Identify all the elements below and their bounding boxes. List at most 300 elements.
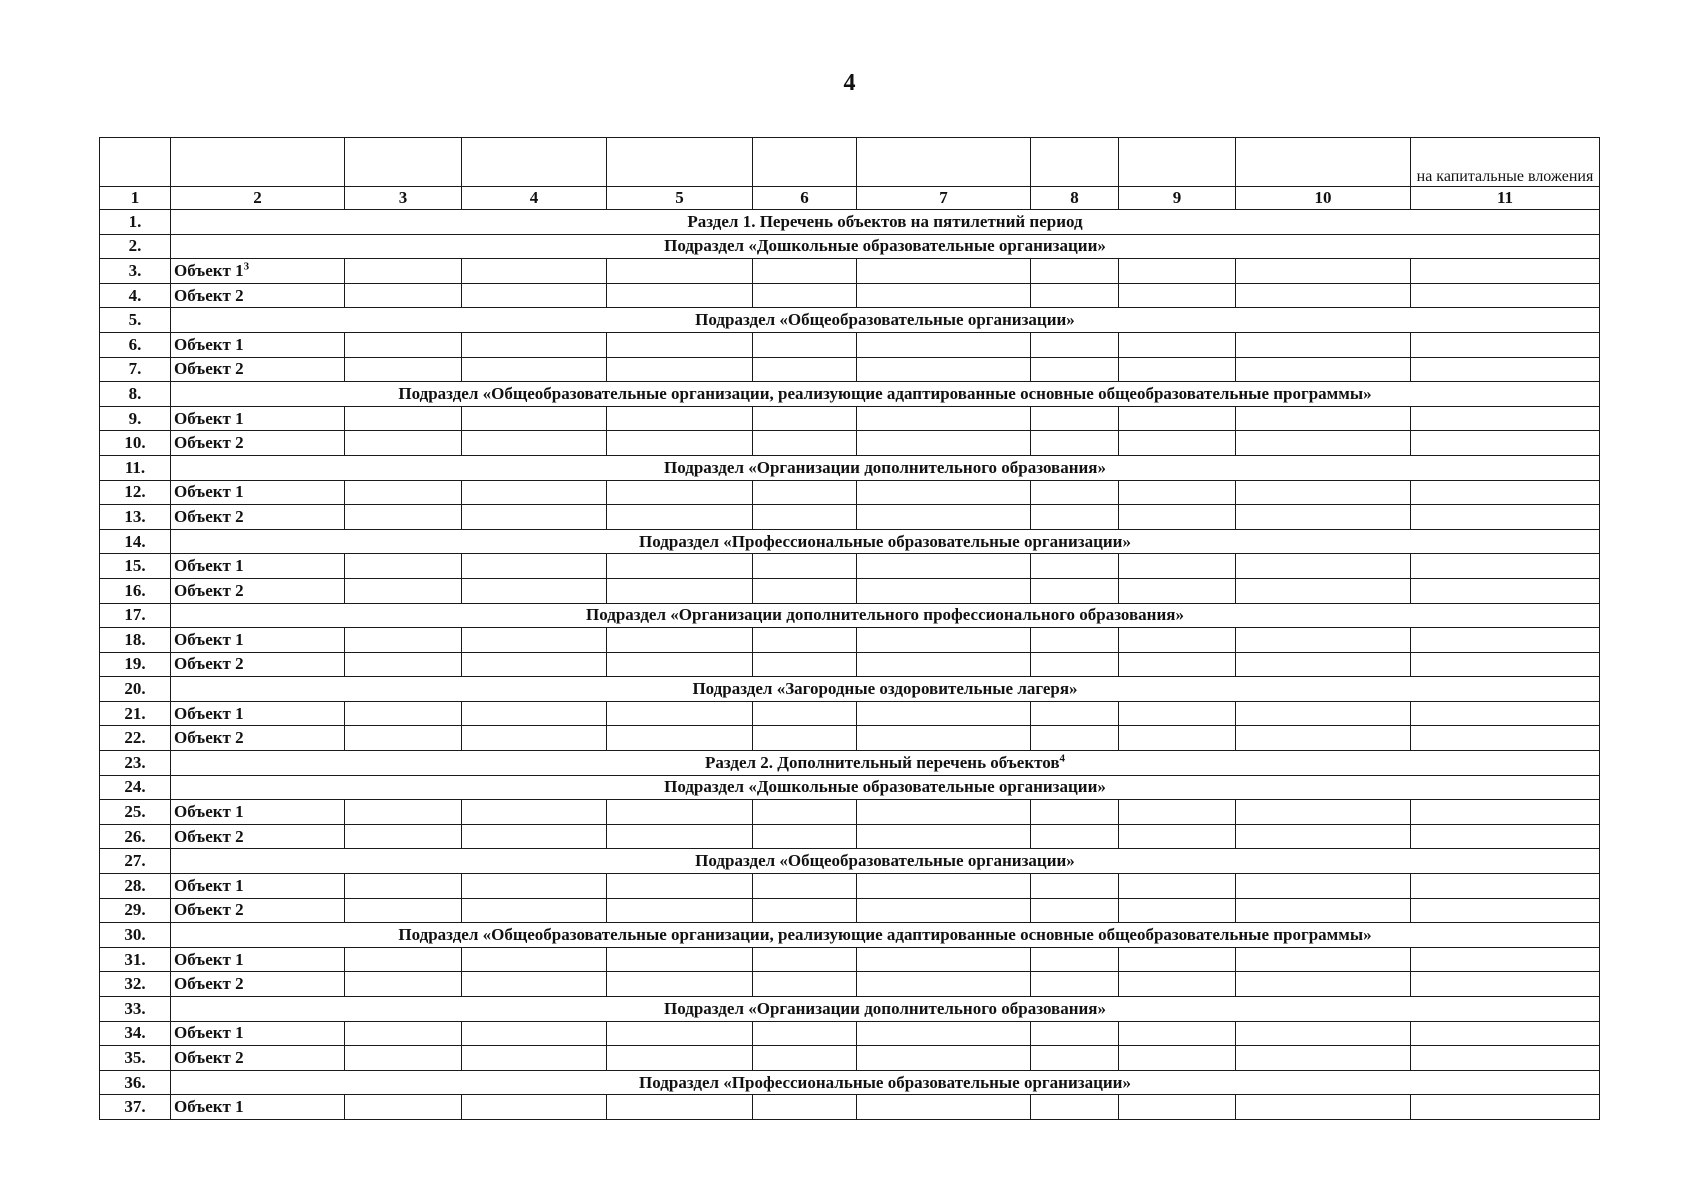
row-number: 3.: [100, 259, 171, 284]
empty-cell: [1411, 505, 1600, 530]
empty-cell: [753, 332, 857, 357]
table-row: [100, 431, 1600, 456]
empty-cell: [1236, 357, 1411, 382]
object-name: [171, 332, 345, 357]
empty-cell: [753, 947, 857, 972]
empty-cell: [1236, 431, 1411, 456]
empty-cell: [462, 1095, 607, 1120]
row-number: 22.: [100, 726, 171, 751]
row-number: 33.: [100, 997, 171, 1022]
empty-cell: [1236, 578, 1411, 603]
empty-cell: [1119, 947, 1236, 972]
empty-cell: [1031, 283, 1119, 308]
empty-cell: [857, 1095, 1031, 1120]
section-title: [171, 308, 1600, 333]
header-cell: [753, 138, 857, 187]
table-row: [100, 505, 1600, 530]
table-row: [100, 947, 1600, 972]
empty-cell: [1031, 824, 1119, 849]
object-name: [171, 947, 345, 972]
empty-cell: [462, 505, 607, 530]
object-name-text: Объект 1: [174, 482, 244, 502]
section-row: [100, 234, 1600, 259]
empty-cell: [607, 406, 753, 431]
empty-cell: [345, 259, 462, 284]
column-number-cell: 4: [462, 187, 607, 210]
column-number-cell: 11: [1411, 187, 1600, 210]
section-title-text: Подраздел «Общеобразовательные организации, реализующие адаптированные основные общеобразовательные программы»: [398, 925, 1372, 945]
object-name-text: Объект 2: [174, 826, 244, 846]
empty-cell: [753, 726, 857, 751]
section-row: [100, 997, 1600, 1022]
empty-cell: [1031, 874, 1119, 899]
column-number-cell: 5: [607, 187, 753, 210]
empty-cell: [1031, 480, 1119, 505]
section-title: [171, 529, 1600, 554]
empty-cell: [462, 480, 607, 505]
row-number: 26.: [100, 824, 171, 849]
table-row: [100, 1095, 1600, 1120]
empty-cell: [462, 1021, 607, 1046]
empty-cell: [345, 947, 462, 972]
objects-table-container: [99, 137, 1599, 1120]
object-name-text: Объект 1: [174, 260, 244, 280]
empty-cell: [857, 628, 1031, 653]
empty-cell: [753, 1095, 857, 1120]
empty-cell: [1119, 824, 1236, 849]
empty-cell: [462, 726, 607, 751]
empty-cell: [1031, 1095, 1119, 1120]
empty-cell: [607, 800, 753, 825]
empty-cell: [1411, 406, 1600, 431]
empty-cell: [1411, 874, 1600, 899]
empty-cell: [1031, 800, 1119, 825]
empty-cell: [607, 357, 753, 382]
section-title-text: Раздел 2. Дополнительный перечень объектов: [704, 752, 1060, 772]
object-name-text: Объект 2: [174, 654, 244, 674]
section-row: [100, 210, 1600, 235]
section-title-text: Подраздел «Профессиональные образовательные организации»: [639, 1072, 1131, 1092]
section-title: [171, 997, 1600, 1022]
table-row: [100, 628, 1600, 653]
empty-cell: [753, 283, 857, 308]
empty-cell: [462, 283, 607, 308]
empty-cell: [607, 505, 753, 530]
empty-cell: [1411, 726, 1600, 751]
object-name: [171, 406, 345, 431]
empty-cell: [857, 947, 1031, 972]
empty-cell: [753, 1046, 857, 1071]
empty-cell: [753, 874, 857, 899]
table-row: [100, 259, 1600, 284]
empty-cell: [753, 1021, 857, 1046]
column-number-row: [100, 187, 1600, 210]
section-title-text: Подраздел «Профессиональные образовательные организации»: [639, 531, 1131, 551]
row-number: 16.: [100, 578, 171, 603]
empty-cell: [857, 800, 1031, 825]
header-cell: [345, 138, 462, 187]
empty-cell: [462, 972, 607, 997]
empty-cell: [1031, 578, 1119, 603]
object-name-text: Объект 1: [174, 949, 244, 969]
object-name-text: Объект 2: [174, 359, 244, 379]
empty-cell: [1236, 726, 1411, 751]
section-title-text: Раздел 1. Перечень объектов на пятилетний период: [687, 211, 1083, 231]
empty-cell: [345, 505, 462, 530]
header-cell: [1031, 138, 1119, 187]
table-row: [100, 898, 1600, 923]
empty-cell: [345, 431, 462, 456]
table-row: [100, 652, 1600, 677]
empty-cell: [1031, 259, 1119, 284]
empty-cell: [857, 283, 1031, 308]
empty-cell: [1119, 800, 1236, 825]
table-row: [100, 1021, 1600, 1046]
empty-cell: [607, 1021, 753, 1046]
empty-cell: [607, 431, 753, 456]
empty-cell: [1119, 406, 1236, 431]
empty-cell: [345, 1095, 462, 1120]
column-number-cell: 10: [1236, 187, 1411, 210]
section-title-text: Подраздел «Дошкольные образовательные организации»: [664, 777, 1106, 797]
empty-cell: [1411, 1021, 1600, 1046]
row-number: 24.: [100, 775, 171, 800]
table-row: [100, 726, 1600, 751]
empty-cell: [857, 332, 1031, 357]
empty-cell: [1411, 480, 1600, 505]
row-number: 17.: [100, 603, 171, 628]
section-row: [100, 849, 1600, 874]
empty-cell: [1119, 283, 1236, 308]
empty-cell: [753, 701, 857, 726]
empty-cell: [1031, 701, 1119, 726]
empty-cell: [1236, 259, 1411, 284]
table-row: [100, 874, 1600, 899]
section-row: [100, 923, 1600, 948]
object-name-text: Объект 2: [174, 1047, 244, 1067]
row-number: 1.: [100, 210, 171, 235]
empty-cell: [1236, 701, 1411, 726]
object-name: [171, 1095, 345, 1120]
empty-cell: [345, 898, 462, 923]
object-name: [171, 1046, 345, 1071]
row-number: 27.: [100, 849, 171, 874]
empty-cell: [1119, 874, 1236, 899]
empty-cell: [607, 726, 753, 751]
object-name: [171, 578, 345, 603]
empty-cell: [1236, 972, 1411, 997]
header-cell: [171, 138, 345, 187]
empty-cell: [345, 332, 462, 357]
row-number: 30.: [100, 923, 171, 948]
empty-cell: [462, 898, 607, 923]
row-number: 29.: [100, 898, 171, 923]
section-title-text: Подраздел «Организации дополнительного образования»: [664, 457, 1106, 477]
row-number: 28.: [100, 874, 171, 899]
table-row: [100, 357, 1600, 382]
section-row: [100, 677, 1600, 702]
object-name-text: Объект 2: [174, 580, 244, 600]
section-title-text: Подраздел «Дошкольные образовательные организации»: [664, 236, 1106, 256]
empty-cell: [345, 554, 462, 579]
row-number: 34.: [100, 1021, 171, 1046]
table-row: [100, 406, 1600, 431]
empty-cell: [1119, 1095, 1236, 1120]
empty-cell: [1411, 652, 1600, 677]
empty-cell: [607, 824, 753, 849]
empty-cell: [345, 357, 462, 382]
row-number: 35.: [100, 1046, 171, 1071]
empty-cell: [753, 972, 857, 997]
page-number: 4: [843, 70, 856, 96]
empty-cell: [1411, 824, 1600, 849]
section-title-text: Подраздел «Общеобразовательные организации»: [695, 310, 1075, 330]
object-name-text: Объект 1: [174, 629, 244, 649]
object-name: [171, 800, 345, 825]
row-number: 9.: [100, 406, 171, 431]
empty-cell: [1411, 431, 1600, 456]
empty-cell: [1031, 406, 1119, 431]
empty-cell: [345, 652, 462, 677]
empty-cell: [1411, 332, 1600, 357]
section-title-text: Подраздел «Общеобразовательные организации, реализующие адаптированные основные общеобразовательные программы»: [398, 383, 1372, 403]
empty-cell: [462, 824, 607, 849]
empty-cell: [1236, 332, 1411, 357]
empty-cell: [607, 283, 753, 308]
header-cell: [857, 138, 1031, 187]
table-body: [100, 138, 1600, 1120]
empty-cell: [1031, 726, 1119, 751]
object-name: [171, 824, 345, 849]
row-number: 11.: [100, 455, 171, 480]
empty-cell: [1411, 947, 1600, 972]
empty-cell: [607, 1046, 753, 1071]
empty-cell: [1236, 874, 1411, 899]
object-name-text: Объект 1: [174, 334, 244, 354]
empty-cell: [1031, 947, 1119, 972]
empty-cell: [857, 505, 1031, 530]
header-cell: [607, 138, 753, 187]
row-number: 2.: [100, 234, 171, 259]
empty-cell: [462, 578, 607, 603]
empty-cell: [753, 431, 857, 456]
section-title: [171, 751, 1600, 776]
empty-cell: [1119, 332, 1236, 357]
empty-cell: [1119, 1021, 1236, 1046]
header-cell: [1236, 138, 1411, 187]
object-name-text: Объект 2: [174, 900, 244, 920]
row-number: 31.: [100, 947, 171, 972]
empty-cell: [753, 505, 857, 530]
empty-cell: [1031, 431, 1119, 456]
empty-cell: [1411, 898, 1600, 923]
row-number: 21.: [100, 701, 171, 726]
empty-cell: [857, 874, 1031, 899]
table-row: [100, 554, 1600, 579]
empty-cell: [607, 332, 753, 357]
section-title-text: Подраздел «Общеобразовательные организации»: [695, 851, 1075, 871]
empty-cell: [345, 1021, 462, 1046]
empty-cell: [345, 283, 462, 308]
object-name: [171, 701, 345, 726]
empty-cell: [1119, 505, 1236, 530]
empty-cell: [462, 357, 607, 382]
empty-cell: [607, 652, 753, 677]
empty-cell: [607, 628, 753, 653]
table-row: [100, 824, 1600, 849]
empty-cell: [1411, 972, 1600, 997]
object-name-text: Объект 1: [174, 703, 244, 723]
empty-cell: [1411, 800, 1600, 825]
row-number: 10.: [100, 431, 171, 456]
column-number-cell: 9: [1119, 187, 1236, 210]
object-name-text: Объект 1: [174, 1097, 244, 1117]
table-row: [100, 332, 1600, 357]
section-title: [171, 849, 1600, 874]
empty-cell: [1411, 578, 1600, 603]
footnote-marker: 3: [243, 260, 250, 273]
empty-cell: [857, 431, 1031, 456]
section-title: [171, 603, 1600, 628]
row-number: 23.: [100, 751, 171, 776]
empty-cell: [1411, 554, 1600, 579]
empty-cell: [1411, 357, 1600, 382]
empty-cell: [1236, 406, 1411, 431]
section-row: [100, 308, 1600, 333]
column-number-cell: 8: [1031, 187, 1119, 210]
row-number: 32.: [100, 972, 171, 997]
row-number: 19.: [100, 652, 171, 677]
object-name-text: Объект 1: [174, 408, 244, 428]
object-name: [171, 431, 345, 456]
empty-cell: [462, 947, 607, 972]
empty-cell: [1031, 332, 1119, 357]
section-row: [100, 382, 1600, 407]
row-number: 5.: [100, 308, 171, 333]
empty-cell: [1119, 431, 1236, 456]
empty-cell: [462, 874, 607, 899]
object-name: [171, 726, 345, 751]
row-number: 13.: [100, 505, 171, 530]
section-row: [100, 775, 1600, 800]
empty-cell: [1411, 283, 1600, 308]
empty-cell: [345, 800, 462, 825]
empty-cell: [857, 652, 1031, 677]
column-number-cell: 7: [857, 187, 1031, 210]
empty-cell: [1119, 578, 1236, 603]
empty-cell: [857, 1021, 1031, 1046]
object-name: [171, 898, 345, 923]
empty-cell: [345, 578, 462, 603]
empty-cell: [1236, 652, 1411, 677]
section-title: [171, 775, 1600, 800]
empty-cell: [753, 652, 857, 677]
empty-cell: [857, 406, 1031, 431]
empty-cell: [1119, 652, 1236, 677]
object-name-text: Объект 2: [174, 974, 244, 994]
empty-cell: [857, 578, 1031, 603]
table-row: [100, 800, 1600, 825]
empty-cell: [753, 480, 857, 505]
section-title: [171, 210, 1600, 235]
object-name: [171, 972, 345, 997]
empty-cell: [1119, 480, 1236, 505]
empty-cell: [1031, 972, 1119, 997]
empty-cell: [1236, 554, 1411, 579]
empty-cell: [462, 800, 607, 825]
empty-cell: [462, 259, 607, 284]
empty-cell: [1411, 1095, 1600, 1120]
empty-cell: [857, 824, 1031, 849]
section-title-text: Подраздел «Загородные оздоровительные лагеря»: [692, 679, 1078, 699]
row-number: 37.: [100, 1095, 171, 1120]
row-number: 15.: [100, 554, 171, 579]
empty-cell: [1236, 283, 1411, 308]
section-title: [171, 677, 1600, 702]
empty-cell: [1119, 972, 1236, 997]
empty-cell: [345, 874, 462, 899]
empty-cell: [753, 357, 857, 382]
empty-cell: [1031, 652, 1119, 677]
row-number: 20.: [100, 677, 171, 702]
empty-cell: [1031, 898, 1119, 923]
empty-cell: [857, 726, 1031, 751]
footnote-marker: 4: [1059, 752, 1066, 765]
empty-cell: [607, 1095, 753, 1120]
section-title-text: Подраздел «Организации дополнительного профессионального образования»: [586, 605, 1184, 625]
section-title-text: Подраздел «Организации дополнительного образования»: [664, 998, 1106, 1018]
empty-cell: [753, 578, 857, 603]
empty-cell: [1236, 947, 1411, 972]
table-row: [100, 701, 1600, 726]
object-name: [171, 259, 345, 284]
table-row: [100, 972, 1600, 997]
object-name: [171, 480, 345, 505]
empty-cell: [857, 554, 1031, 579]
empty-cell: [607, 947, 753, 972]
column-number-cell: 2: [171, 187, 345, 210]
empty-cell: [462, 701, 607, 726]
empty-cell: [857, 259, 1031, 284]
empty-cell: [345, 726, 462, 751]
row-number: 25.: [100, 800, 171, 825]
empty-cell: [857, 1046, 1031, 1071]
row-number: 36.: [100, 1070, 171, 1095]
empty-cell: [1119, 357, 1236, 382]
object-name-text: Объект 2: [174, 728, 244, 748]
object-name: [171, 357, 345, 382]
empty-cell: [345, 628, 462, 653]
section-title: [171, 382, 1600, 407]
object-name: [171, 874, 345, 899]
section-title: [171, 455, 1600, 480]
empty-cell: [1031, 1021, 1119, 1046]
table-row: [100, 480, 1600, 505]
object-name-text: Объект 1: [174, 1023, 244, 1043]
empty-cell: [345, 972, 462, 997]
section-title: [171, 1070, 1600, 1095]
empty-cell: [753, 406, 857, 431]
section-row: [100, 1070, 1600, 1095]
empty-cell: [1119, 1046, 1236, 1071]
table-row: [100, 578, 1600, 603]
section-row: [100, 603, 1600, 628]
empty-cell: [1031, 554, 1119, 579]
empty-cell: [607, 259, 753, 284]
empty-cell: [1411, 1046, 1600, 1071]
object-name-text: Объект 2: [174, 285, 244, 305]
empty-cell: [1236, 898, 1411, 923]
